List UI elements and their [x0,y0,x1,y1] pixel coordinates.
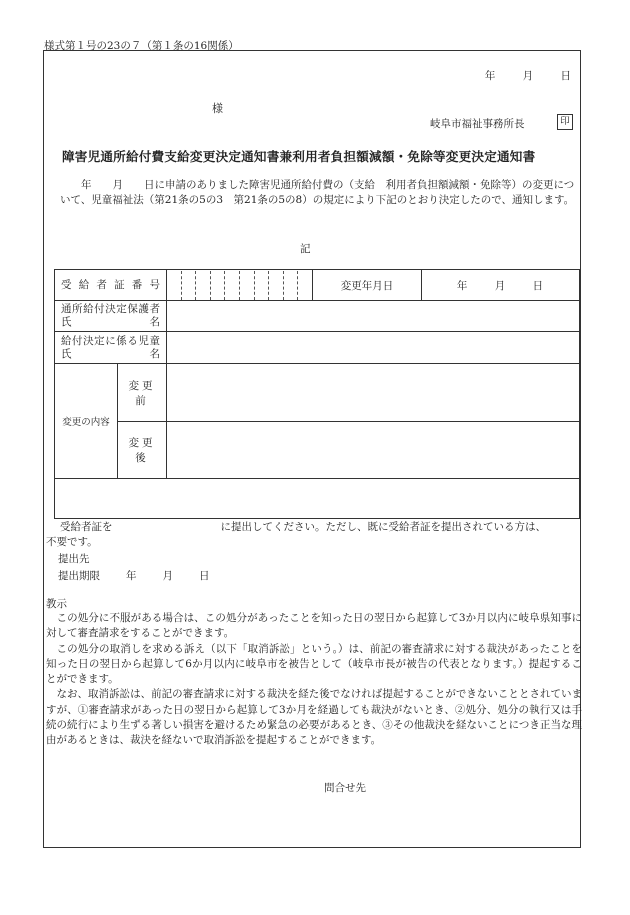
change-date-label: 変更年月日 [313,270,422,301]
submit-text-a: 受給者証を [60,521,113,533]
intro-text: 年 月 日に申請のありました障害児通所給付費の（支給 利用者負担額減額・免除等）の変更について、児童福祉法（第21条の5の3 第21条の5の8）の規定により下記のとおり決定したので、通知します。 [60,179,575,206]
instruction-body [46,611,582,749]
table-row [55,270,580,301]
intro-paragraph [60,178,582,208]
table-row [55,332,580,364]
issue-year: 年 [484,70,497,82]
cert-number-cells [167,270,313,301]
instruction-paragraph: この処分に不服がある場合は、この処分があったことを知った日の翌日から起算して3か月以内に岐阜県知事に対して審査請求をすることができます。 [46,612,582,640]
instruction-heading: 教示 [46,598,67,610]
table-row [55,479,580,519]
notice-table [54,269,580,519]
recipient-suffix: 様 [212,102,223,115]
instruction-paragraph: なお、取消訴訟は、前記の審査請求に対する裁決を経た後でなければ提起することができないこととされていますが、①審査請求があった日の翌日から起算して3か月を経過しても裁決がないとき、②処分、処分の執行又は手続の続行により生ずる著しい損害を避けるため緊急の必要があるとき、③その他裁決を経ないことにつき正当な理由があるときは、裁決を経ないで取消訴訟を提起することができます。 [46,688,582,747]
before-field [167,364,580,422]
submit-line [60,519,546,534]
change-date-value: 年 月 日 [422,270,580,301]
form-number-label: 様式第１号の23の７（第１条の16関係） [44,40,239,52]
office-title: 岐阜市福祉事務所長 [430,118,525,130]
table-row [55,364,580,422]
ki-heading: 記 [300,243,311,255]
issue-date [463,68,572,83]
instruction-paragraph: この処分の取消しを求める訴え（以下「取消訴訟」という。）は、前記の審査請求に対する裁決があったことを知った日の翌日から起算して6か月以内に岐阜市を被告として（岐阜市長が被告の代表となります。）提起することができます。 [46,642,582,686]
after-field [167,422,580,479]
change-content-label: 変更の内容 [55,364,118,479]
document-title: 障害児通所給付費支給変更決定通知書兼利用者負担額減額・免除等変更決定通知書 [62,149,536,164]
submit-deadline: 提出期限 年 月 日 [58,570,210,582]
guardian-name-field [167,301,580,332]
cert-number-label: 受給者証番号 [55,270,167,301]
after-label: 変更後 [118,422,167,479]
seal-mark: 印 [557,114,573,130]
submit-destination: 提出先 [58,553,90,565]
guardian-name-label: 通所給付決定保護者氏名 [55,301,167,332]
submit-text-b: に提出してください。ただし、既に受給者証を提出されている方は、 [220,521,546,533]
before-label: 変更前 [118,364,167,422]
issue-month: 月 [522,70,535,82]
table-row [55,301,580,332]
remarks-field [55,479,580,519]
contact-label: 問合せ先 [324,782,366,794]
submit-line-2: 不要です。 [46,536,98,548]
child-name-field [167,332,580,364]
table-row [55,422,580,479]
child-name-label: 給付決定に係る児童氏名 [55,332,167,364]
issue-day: 日 [560,70,572,82]
